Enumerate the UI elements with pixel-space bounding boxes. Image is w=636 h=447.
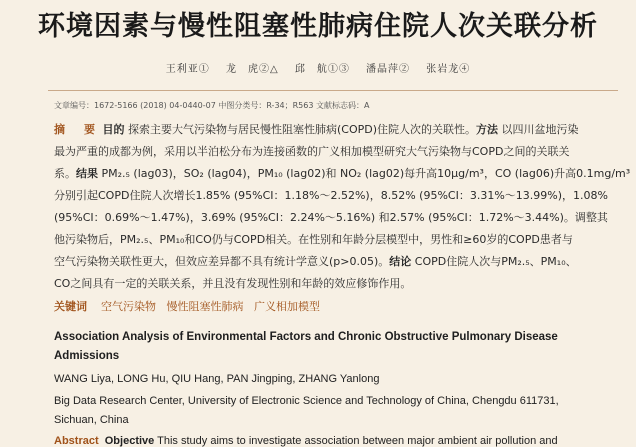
keywords-label: 关键词: [54, 300, 87, 313]
en-affiliation: Sichuan, China: [54, 414, 129, 426]
keyword: 慢性阻塞性肺病: [166, 300, 244, 313]
en-abstract-label: Abstract: [54, 435, 99, 447]
en-affiliation: Big Data Research Center, University of Electronic Science and Technology of China, Chengdu 611731,: [54, 395, 559, 407]
article-meta: 文章编号：1672-5166 (2018) 04-0440-07 中图分类号：R-34；R563 文献标志码：A: [54, 101, 370, 110]
abstract-cn-line: 分别引起COPD住院人次增长1.85% (95%CI：1.18%～2.52%)，8.52% (95%CI：3.31%～13.99%)，1.08%: [54, 189, 608, 202]
abstract-cn-line: 系。结果 PM₂.₅ (lag03)，SO₂ (lag04)，PM₁₀ (lag02)和 NO₂ (lag02)每升高10μg/m³，CO (lag06)升高0.1mg/m³: [54, 167, 631, 180]
author-list: [0, 60, 636, 75]
page-title: 环境因素与慢性阻塞性肺病住院人次关联分析: [38, 11, 598, 42]
abstract-cn-line: 他污染物后，PM₂.₅、PM₁₀和CO仍与COPD相关。在性别和年龄分层模型中，男性和≥60岁的COPD患者与: [54, 233, 573, 246]
abstract-cn-line: 空气污染物关联性更大，但效应差异都不具有统计学意义(p>0.05)。结论 COPD住院人次与PM₂.₅、PM₁₀、: [54, 255, 577, 268]
abstract-cn-line: CO之间具有一定的关联关系，并且没有发现性别和年龄的效应修饰作用。: [54, 277, 412, 290]
keyword: 空气污染物: [101, 300, 156, 313]
en-title-line: Admissions: [54, 350, 120, 362]
abstract-cn-line: (95%CI：0.69%～1.47%)，3.69% (95%CI：2.24%～5.16%) 和2.57% (95%CI：1.72%～3.44%)。调整其: [54, 211, 608, 224]
en-title-line: Association Analysis of Environmental Factors and Chronic Obstructive Pulmonary Disease: [54, 331, 558, 343]
keywords-cn: [54, 298, 614, 314]
en-authors: WANG Liya, LONG Hu, QIU Hang, PAN Jingping, ZHANG Yanlong: [54, 373, 380, 385]
author: 邱 航①③: [294, 64, 350, 75]
abstract-cn-label: 摘 要: [54, 123, 99, 136]
author: 潘晶萍②: [366, 64, 411, 75]
en-abstract: Abstract Objective This study aims to investigate association between major ambient air pollution and: [54, 435, 558, 447]
author: 张岩龙④: [426, 64, 471, 75]
author: 王利亚①: [165, 64, 210, 75]
author: 龙 虎②△: [225, 64, 279, 75]
abstract-cn-line: 摘 要 目的 探索主要大气污染物与居民慢性阻塞性肺病(COPD)住院人次的关联性。方法 以四川盆地污染: [54, 123, 579, 136]
keyword: 广义相加模型: [254, 300, 320, 313]
abstract-cn-line: 最为严重的成都为例，采用以半泊松分布为连接函数的广义相加模型研究大气污染物与COPD之间的关联关: [54, 145, 570, 158]
